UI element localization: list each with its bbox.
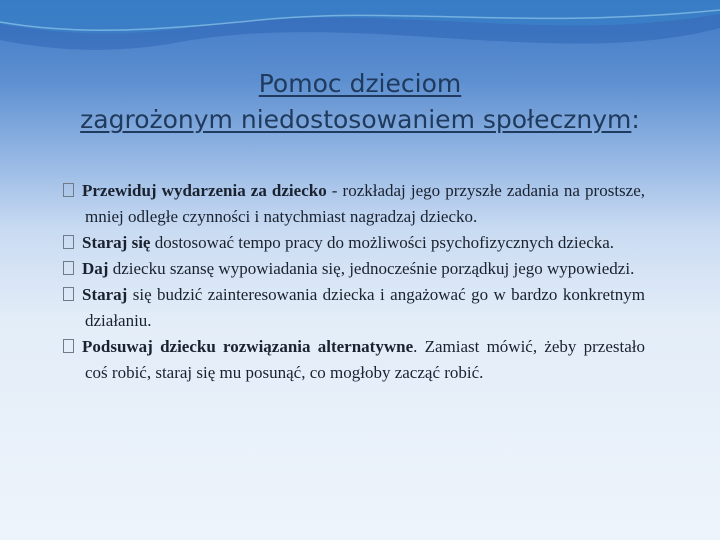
item-bold-text: Daj xyxy=(82,259,109,278)
item-text: . Zamiast mówić, żeby przestało coś robić, staraj się mu posunąć, co mogłoby zacząć robić. xyxy=(85,337,645,382)
list-item xyxy=(63,256,645,282)
item-text: dziecku szansę wypowiadania się, jednocześnie porządkuj jego wypowiedzi. xyxy=(108,259,635,278)
item-text: dostosować tempo pracy do możliwości psychofizycznych dziecka. xyxy=(150,233,615,252)
item-text: się budzić zainteresowania dziecka i angażować go w bardzo konkretnym działaniu. xyxy=(85,285,645,330)
list-item xyxy=(63,230,645,256)
list-item xyxy=(63,178,645,230)
title-colon: : xyxy=(631,105,640,134)
bullet-box-icon xyxy=(63,183,74,197)
list-item xyxy=(63,282,645,334)
bullet-box-icon xyxy=(63,339,74,353)
item-bold-text: Staraj xyxy=(82,285,128,304)
bullet-box-icon xyxy=(63,261,74,275)
title-line-1: Pomoc dzieciom xyxy=(258,69,462,98)
item-bold-text: Staraj się xyxy=(82,233,151,252)
slide-title xyxy=(30,66,690,138)
item-bold-text: Przewiduj wydarzenia za dziecko xyxy=(82,181,327,200)
item-bold-text: Podsuwaj dziecku rozwiązania alternatywne xyxy=(82,337,414,356)
title-line-2: zagrożonym niedostosowaniem społecznym xyxy=(80,105,632,134)
list-item xyxy=(63,334,645,386)
item-text: - rozkładaj jego przyszłe zadania na prostsze, mniej odległe czynności i natychmiast nagradzaj dziecko. xyxy=(85,181,645,226)
bullet-box-icon xyxy=(63,235,74,249)
bullet-list xyxy=(63,178,645,386)
bullet-box-icon xyxy=(63,287,74,301)
